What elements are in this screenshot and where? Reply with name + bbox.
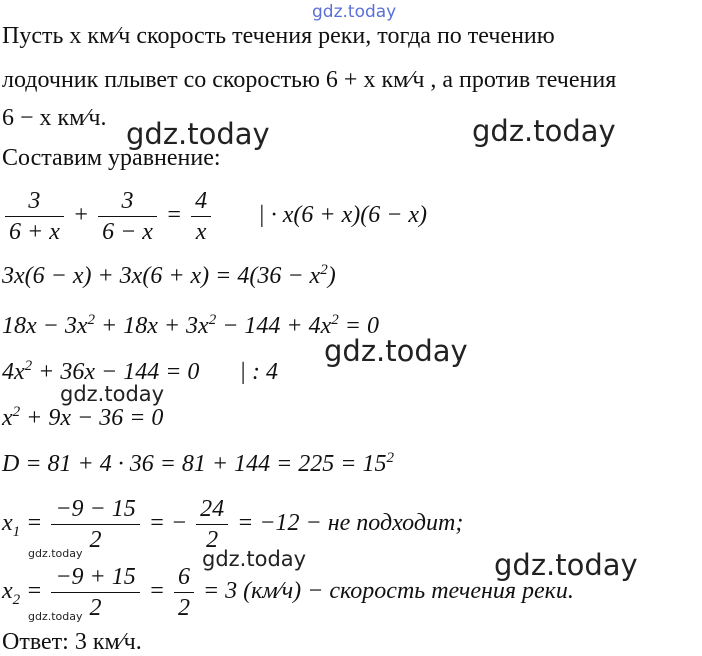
answer: Ответ: 3 км⁄ч. (2, 629, 142, 655)
equation-4: $4x^2 + 36x - 144 = 0$ | : 4 (2, 358, 278, 385)
fraction: $\frac{-9 - 15}{2}$ (51, 494, 139, 555)
fraction: $\frac{-9 + 15}{2}$ (51, 562, 139, 623)
equation-3: $18x - 3x^2 + 18x + 3x^2 - 144 + 4x^2 = 0$ (2, 312, 379, 339)
equation-5: $x^2 + 9x - 36 = 0$ (2, 404, 164, 431)
equation-2: $3x(6 - x) + 3x(6 + x) = 4(36 - x^2)$ (2, 262, 336, 289)
root-x1: $x_1$ = $\frac{-9 - 15}{2}$ = − $\frac{24}{2}$ = −12 − не подходит; (2, 496, 464, 553)
intro-line-2: лодочник плывет со скоростью 6 + x км⁄ч , а против течения (2, 67, 617, 93)
equation-1: $\frac{3}{6 + x}$ + $\frac{3}{6 - x}$ = $\frac{4}{x}$ | · x(6 + x)(6 − x) (2, 186, 427, 247)
intro-line-1: Пусть x км⁄ч скорость течения реки, тогда по течению (2, 23, 555, 49)
intro-line-3: 6 − x км⁄ч. (2, 105, 107, 131)
watermark: gdz.today (472, 114, 616, 148)
watermark: gdz.today (494, 548, 638, 582)
watermark: gdz.today (202, 547, 307, 571)
discriminant: $D = 81 + 4 \cdot 36 = 81 + 144 = 225 = 15^2$ (2, 450, 395, 477)
watermark: gdz.today (28, 610, 83, 623)
fraction: $\frac{24}{2}$ (196, 494, 228, 555)
fraction: $\frac{3}{6 + x}$ (5, 186, 64, 247)
root-x2: $x_2$ = $\frac{-9 + 15}{2}$ = $\frac{6}{2}$ = 3 (км⁄ч) − скорость течения реки. (2, 564, 574, 621)
watermark: gdz.today (60, 382, 165, 406)
watermark: gdz.today (324, 334, 468, 368)
watermark: gdz.today (28, 547, 83, 560)
fraction: $\frac{3}{6 - x}$ (98, 186, 157, 247)
fraction: $\frac{6}{2}$ (174, 562, 194, 623)
watermark-top: gdz.today (312, 2, 397, 22)
watermark: gdz.today (126, 117, 270, 151)
fraction: $\frac{4}{x}$ (191, 186, 211, 247)
compose-heading: Составим уравнение: (2, 145, 221, 171)
